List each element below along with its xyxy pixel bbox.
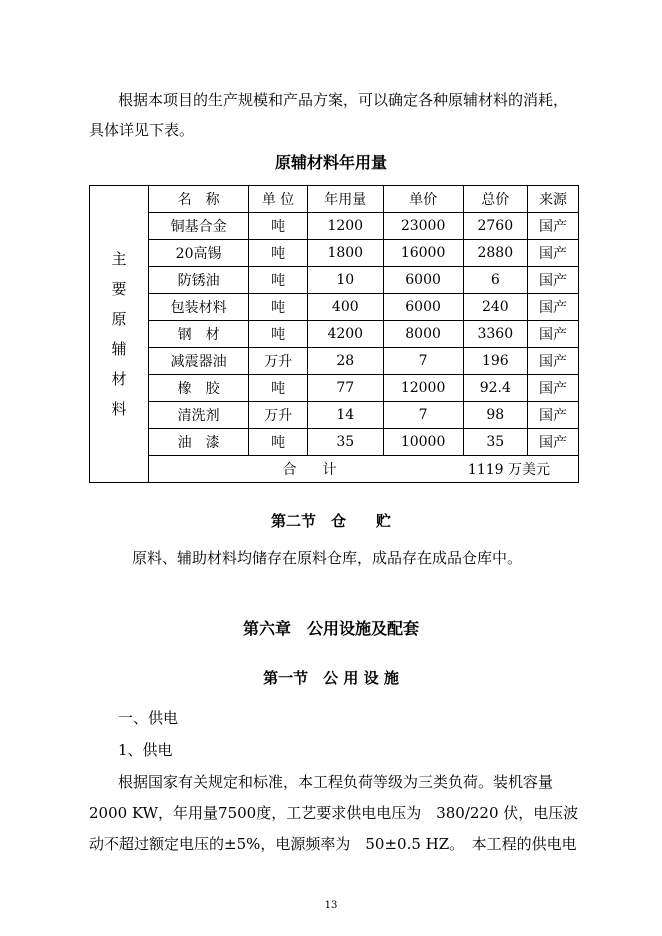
- table-cell: 吨: [249, 213, 308, 240]
- table-row: [90, 213, 579, 240]
- total-value: 1119 万美元: [467, 462, 550, 478]
- table-cell: 35: [307, 429, 383, 456]
- table-cell: 240: [463, 294, 527, 321]
- table-cell: 1800: [307, 240, 383, 267]
- column-header: 单 位: [249, 186, 308, 213]
- total-row: [90, 456, 579, 483]
- table-cell: 3360: [463, 321, 527, 348]
- table-header-row: [90, 186, 579, 213]
- table-cell: 国产: [528, 213, 579, 240]
- side-label-char: 材: [111, 370, 127, 388]
- table-cell: 国产: [528, 375, 579, 402]
- table-cell: 20高锡: [149, 240, 249, 267]
- table-cell: 6000: [383, 294, 463, 321]
- table-cell: 7: [383, 402, 463, 429]
- table-row: [90, 375, 579, 402]
- table-row: [90, 348, 579, 375]
- table-cell: 400: [307, 294, 383, 321]
- table-cell: 国产: [528, 267, 579, 294]
- table-cell: 铜基合金: [149, 213, 249, 240]
- section-1-title: 第一节 公 用 设 施: [263, 669, 399, 687]
- table-cell: 油 漆: [149, 429, 249, 456]
- materials-table: [89, 185, 579, 483]
- table-cell: 吨: [249, 267, 308, 294]
- side-label-char: 主: [111, 250, 127, 268]
- table-cell: 吨: [249, 294, 308, 321]
- table-cell: 2880: [463, 240, 527, 267]
- table-cell: 10: [307, 267, 383, 294]
- side-label-char: 料: [111, 400, 127, 418]
- intro-line-2: 具体详见下表。: [89, 121, 195, 139]
- table-cell: 16000: [383, 240, 463, 267]
- column-header: 总价: [463, 186, 527, 213]
- column-header: 单价: [383, 186, 463, 213]
- table-row: [90, 321, 579, 348]
- table-cell: 196: [463, 348, 527, 375]
- table-cell: 92.4: [463, 375, 527, 402]
- item-power-supply-sub: 1、供电: [118, 741, 173, 759]
- side-label-char: 要: [111, 280, 127, 298]
- table-cell: 77: [307, 375, 383, 402]
- table-cell: 国产: [528, 402, 579, 429]
- table-cell: 国产: [528, 348, 579, 375]
- para-line-2: 2000 KW，年用量7500度，工艺要求供电电压为 380/220 伏，电压波: [89, 804, 579, 822]
- table-cell: 橡 胶: [149, 375, 249, 402]
- table-cell: 12000: [383, 375, 463, 402]
- table-cell: 23000: [383, 213, 463, 240]
- table-row: [90, 402, 579, 429]
- section-2-title: 第二节 仓 贮: [270, 512, 391, 530]
- item-power-supply: 一、供电: [118, 709, 179, 727]
- table-cell: 28: [307, 348, 383, 375]
- para-line-1: 根据国家有关规定和标准，本工程负荷等级为三类负荷。装机容量: [118, 773, 554, 791]
- side-label-char: 辅: [111, 340, 127, 358]
- table-cell: 包装材料: [149, 294, 249, 321]
- table-cell: 国产: [528, 429, 579, 456]
- side-label-char: 原: [111, 310, 127, 328]
- table-cell: 1200: [307, 213, 383, 240]
- table-cell: 万升: [249, 348, 308, 375]
- table-cell: 4200: [307, 321, 383, 348]
- table-cell: 防锈油: [149, 267, 249, 294]
- table-cell: 7: [383, 348, 463, 375]
- total-label: 合计: [282, 462, 363, 478]
- table-cell: 35: [463, 429, 527, 456]
- chapter-6-title: 第六章 公用设施及配套: [242, 619, 419, 638]
- table-cell: 吨: [249, 240, 308, 267]
- table-cell: 98: [463, 402, 527, 429]
- table-cell: 吨: [249, 429, 308, 456]
- table-cell: 6000: [383, 267, 463, 294]
- table-cell: 万升: [249, 402, 308, 429]
- table-cell: 6: [463, 267, 527, 294]
- total-cell: [149, 456, 579, 483]
- para-line-3: 动不超过额定电压的±5%，电源频率为 50±0.5 HZ。 本工程的供电电: [89, 835, 577, 853]
- table-cell: 减震器油: [149, 348, 249, 375]
- table-cell: 钢 材: [149, 321, 249, 348]
- table-cell: 吨: [249, 375, 308, 402]
- table-row: [90, 240, 579, 267]
- table-title: 原辅材料年用量: [274, 153, 387, 172]
- table-cell: 2760: [463, 213, 527, 240]
- table-cell: 8000: [383, 321, 463, 348]
- table-row: [90, 294, 579, 321]
- table-cell: 国产: [528, 294, 579, 321]
- table-cell: 国产: [528, 321, 579, 348]
- table-cell: 14: [307, 402, 383, 429]
- table-cell: 国产: [528, 240, 579, 267]
- column-header: 名 称: [149, 186, 249, 213]
- side-label-cell: [90, 186, 149, 483]
- column-header: 年用量: [307, 186, 383, 213]
- section-2-text: 原料、辅助材料均储存在原料仓库，成品存在成品仓库中。: [132, 549, 523, 567]
- page-number: 13: [324, 900, 338, 911]
- table-cell: 清洗剂: [149, 402, 249, 429]
- table-row: [90, 429, 579, 456]
- table-cell: 吨: [249, 321, 308, 348]
- table-row: [90, 267, 579, 294]
- table-cell: 10000: [383, 429, 463, 456]
- intro-line-1: 根据本项目的生产规模和产品方案，可以确定各种原辅材料的消耗，: [118, 91, 569, 109]
- column-header: 来源: [528, 186, 579, 213]
